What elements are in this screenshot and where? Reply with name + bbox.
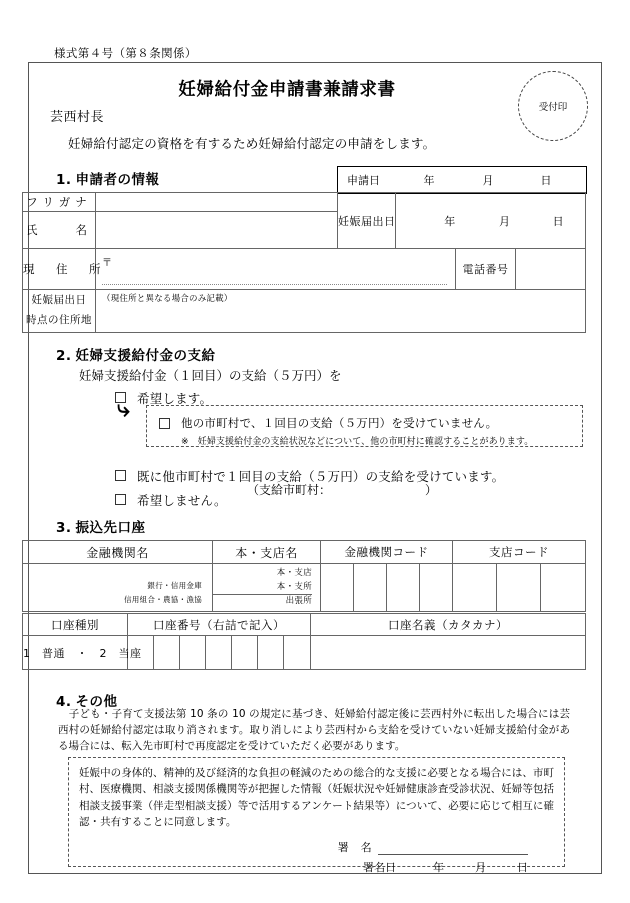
account-number-cell-4[interactable] [206, 636, 232, 670]
col-branch-code: 支店コード [453, 541, 586, 564]
account-holder-value[interactable] [311, 636, 586, 670]
application-date-cell[interactable] [338, 167, 587, 194]
signature-date-label: 署名日 [363, 861, 396, 875]
signature-date-month: 月 [475, 861, 486, 875]
signature-label: 署 名 [337, 841, 372, 855]
account-number-cell-6[interactable] [258, 636, 284, 670]
branch-name-value[interactable] [213, 564, 321, 612]
col-account-holder: 口座名義（カタカナ） [311, 614, 586, 636]
furigana-value[interactable] [96, 193, 338, 212]
option-not-received-elsewhere-label: 他の市町村で、１回目の支給（５万円）を受けていません。 [181, 416, 498, 430]
pregnancy-report-date-value[interactable] [396, 193, 586, 249]
signature-date-year: 年 [433, 861, 444, 875]
table-row [23, 614, 586, 636]
account-number-cell-3[interactable] [180, 636, 206, 670]
name-value[interactable] [96, 212, 338, 249]
signature-line[interactable] [338, 839, 528, 855]
pregnancy-report-month: 月 [498, 214, 510, 228]
table-row [338, 167, 587, 194]
postal-code-mark: 〒 [102, 257, 112, 269]
name-label: 氏 名 [23, 212, 96, 249]
branch-option-2: 本・支所 [276, 581, 312, 592]
account-detail-table [22, 613, 586, 670]
signature-date-line[interactable] [363, 859, 528, 875]
account-number-cell-2[interactable] [154, 636, 180, 670]
consent-text: 妊娠中の身体的、精神的及び経済的な負担の軽減のための総合的な支援に必要となる場合には、市町村、医療機関、相談支援関係機関等が把握した情報（妊娠状況や妊婦健康診査受診状況、妊婦等包括相談支援事業（伴走型相談支援）等で活用するアンケート結果等）について、必要に応じて相互に確認・共有することに同意します。 [79, 767, 554, 828]
arrow-down-right-icon: ⤷ [117, 396, 130, 422]
option-request-no-label: 希望しません。 [137, 493, 227, 508]
checkbox-not-received-elsewhere[interactable] [159, 418, 170, 429]
checkbox-request-no[interactable] [115, 494, 126, 505]
table-row [23, 636, 586, 670]
application-date-table [337, 166, 587, 194]
section-4-number: 4. [56, 694, 72, 710]
bank-code-cell-3[interactable] [387, 564, 420, 612]
section-2-title: 妊婦支援給付金の支給 [75, 348, 216, 364]
prev-address-label-line2: 時点の住所地 [26, 314, 92, 326]
table-row [23, 564, 586, 612]
receipt-seal-circle [518, 71, 588, 141]
section-1-number: 1. [56, 172, 72, 188]
application-date-label: 申請日 [347, 174, 380, 187]
section-1-heading [56, 168, 160, 188]
prev-address-value[interactable] [96, 290, 586, 333]
account-number-cell-7[interactable] [284, 636, 311, 670]
bank-code-cell-1[interactable] [321, 564, 354, 612]
institution-types-line1: 銀行・信用金庫 [147, 580, 202, 590]
prev-address-label [23, 290, 96, 333]
signature-rule[interactable] [378, 840, 528, 855]
applicant-info-table [22, 192, 586, 333]
address-line-rule [102, 269, 447, 285]
option-not-received-elsewhere[interactable] [159, 415, 497, 431]
prev-address-label-line1: 妊娠届出日 [31, 294, 87, 307]
col-branch-name: 本・支店名 [213, 541, 321, 564]
col-institution-name: 金融機関名 [23, 541, 213, 564]
signature-area [79, 839, 554, 875]
section-4-title: その他 [75, 694, 118, 710]
col-bank-code: 金融機関コード [321, 541, 453, 564]
account-type-options[interactable]: 1 普通 ・ 2 当座 [23, 636, 128, 670]
account-number-cell-5[interactable] [232, 636, 258, 670]
bank-account-table [22, 540, 586, 612]
table-row [23, 249, 586, 290]
branch-option-3: 出張所 [213, 594, 312, 608]
option-request-yes-label: 希望します。 [137, 391, 213, 406]
receipt-seal-label: 受付印 [538, 102, 568, 113]
form-number: 様式第４号（第８条関係） [54, 46, 197, 60]
pregnancy-report-year: 年 [444, 214, 456, 228]
application-date-day: 日 [540, 174, 552, 187]
option-request-no[interactable] [115, 491, 227, 509]
consent-box [68, 757, 565, 875]
section-1-title: 申請者の情報 [75, 172, 160, 188]
pregnancy-report-day: 日 [552, 214, 564, 228]
phone-label: 電話番号 [456, 249, 516, 290]
section-3-title: 振込先口座 [75, 520, 146, 536]
bank-code-cell-2[interactable] [354, 564, 387, 612]
address-value[interactable] [96, 249, 456, 290]
bank-code-cell-4[interactable] [420, 564, 453, 612]
section-2-heading [56, 344, 216, 364]
prev-address-note: （現住所と異なる場合のみ記載） [102, 294, 233, 304]
branch-option-1: 本・支店 [276, 568, 312, 579]
section-3-number: 3. [56, 520, 72, 536]
col-account-number: 口座番号（右詰で記入） [128, 614, 311, 636]
branch-code-cell-2[interactable] [497, 564, 541, 612]
institution-name-value[interactable] [23, 564, 213, 612]
table-row [23, 541, 586, 564]
table-row [23, 290, 586, 333]
already-municipality-close: ） [425, 483, 438, 497]
signature-date-day: 日 [517, 861, 528, 875]
lead-sentence: 妊婦給付認定の資格を有するため妊婦給付認定の申請をします。 [68, 136, 436, 151]
section-2-intro: 妊婦支援給付金（１回目）の支給（５万円）を [79, 368, 342, 383]
phone-value[interactable] [516, 249, 586, 290]
application-date-month: 月 [482, 174, 494, 187]
col-account-type: 口座種別 [23, 614, 128, 636]
addressee: 芸西村長 [50, 110, 105, 125]
branch-code-cell-1[interactable] [453, 564, 497, 612]
nested-confirmation-box [146, 405, 583, 447]
branch-code-cell-3[interactable] [541, 564, 586, 612]
section-3-heading [56, 516, 146, 536]
application-date-year: 年 [423, 174, 435, 187]
option-already-received-label: 既に他市町村で１回目の支給（５万円）の支給を受けています。 [137, 469, 505, 484]
already-municipality-label: （支給市町村： [247, 483, 332, 497]
institution-types-line2: 信用組合・農協・漁協 [124, 594, 202, 604]
address-label: 現 住 所 [23, 249, 96, 290]
nested-note: ※ 妊婦支援給付金の支給状況などについて、他の市町村に確認することがあります。 [181, 437, 534, 447]
page-title: 妊婦給付金申請書兼請求書 [178, 80, 396, 100]
furigana-label: フリガナ [23, 193, 96, 212]
section-4-paragraph: 子ども・子育て支援法第 10 条の 10 の規定に基づき、妊婦給付認定後に芸西村外に転出した場合には芸西村の妊婦給付認定は取り消されます。取り消しにより芸西村から支給を受けていない妊婦支援給付金がある場合には、転入先市町村で再度認定を受けていただく必要があります。 [58, 708, 570, 752]
pregnancy-report-date-label: 妊娠届出日 [338, 193, 396, 249]
section-2-number: 2. [56, 348, 72, 364]
checkbox-already-received[interactable] [115, 470, 126, 481]
table-row [23, 193, 586, 212]
